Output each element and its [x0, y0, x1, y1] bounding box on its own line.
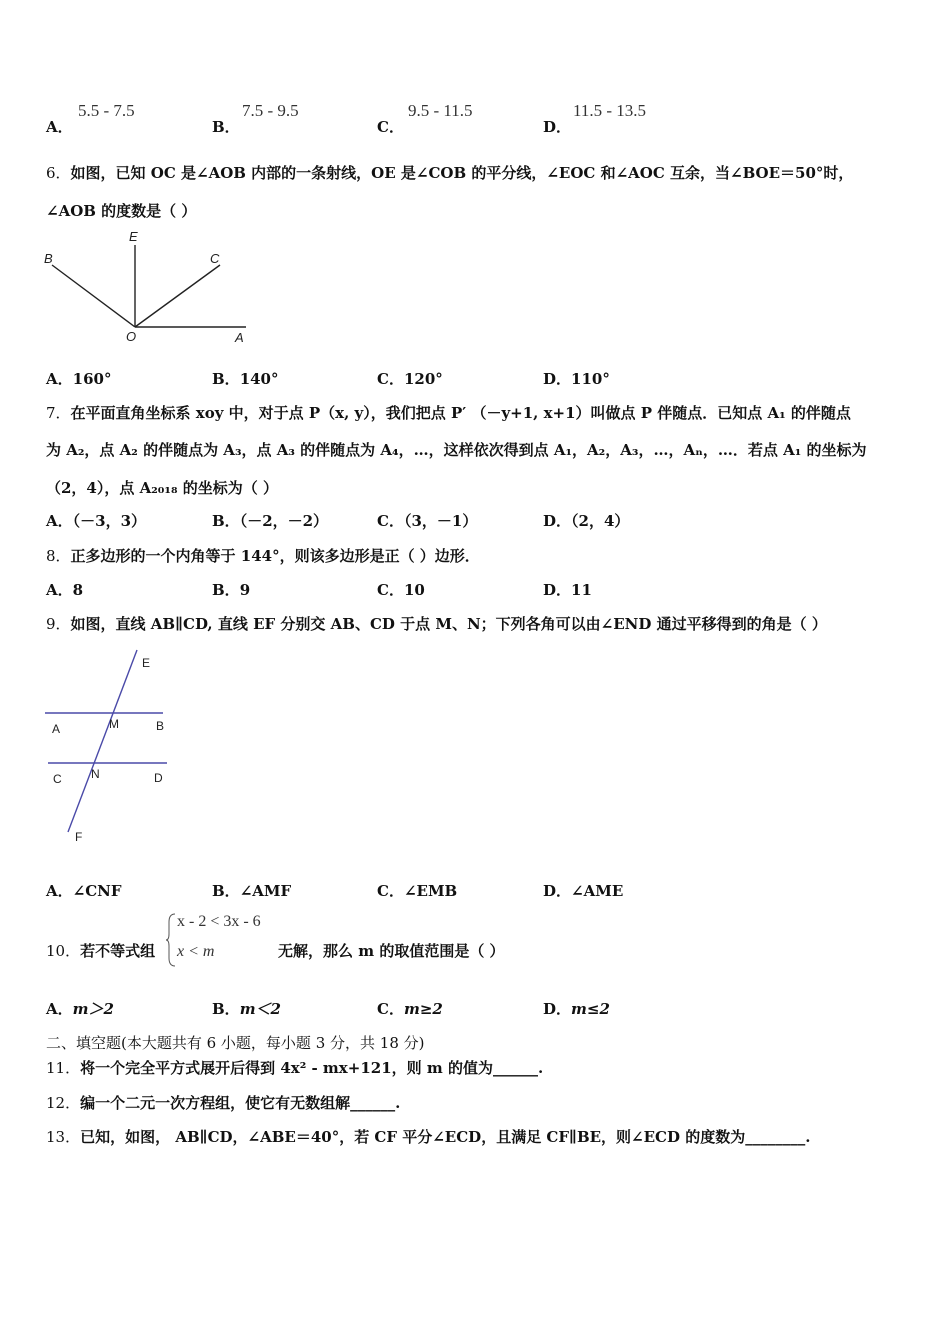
- q6-line1: 6．如图，已知 OC 是∠AOB 内部的一条射线，OE 是∠COB 的平分线，∠EOC 和∠AOC 互余，当∠BOE＝50°时，: [46, 164, 854, 182]
- q6-line2: ∠AOB 的度数是（ ）: [46, 202, 197, 220]
- label-e: E: [129, 229, 138, 244]
- q9-parallel-lines-diagram: [40, 645, 180, 850]
- q7-line1: 7．在平面直角坐标系 xoy 中，对于点 P（x, y），我们把点 P′ （－y+1, x+1）叫做点 P 伴随点．已知点 A₁ 的伴随点: [46, 404, 851, 422]
- q6-option-b: B．140°: [212, 370, 279, 388]
- q6-option-d: D．110°: [543, 370, 610, 388]
- q7-option-d: D．（2，4）: [543, 512, 630, 530]
- q8-option-d: D．11: [543, 581, 592, 599]
- q8-option-a: A．8: [46, 581, 84, 599]
- q5-option-a: A．: [46, 118, 73, 136]
- q10-option-c: C．m≥2: [377, 1000, 443, 1018]
- label-e: E: [142, 656, 151, 670]
- q9-option-b: B．∠AMF: [212, 882, 292, 900]
- q8-question: 8．正多边形的一个内角等于 144°，则该多边形是正（ ）边形．: [46, 547, 480, 565]
- q9-option-c: C．∠EMB: [377, 882, 458, 900]
- label-d: D: [154, 771, 163, 785]
- q7-option-b: B．（－2，－2）: [212, 512, 329, 530]
- q7-option-c: C．（3，－1）: [377, 512, 478, 530]
- q9-option-a: A．∠CNF: [46, 882, 122, 900]
- q10-option-a: A．m＞2: [46, 1000, 114, 1018]
- q5-option-c: C．: [377, 118, 404, 136]
- q13-question: 13．已知，如图， AB∥CD，∠ABE＝40°，若 CF 平分∠ECD，且满足 CF∥BE，则∠ECD 的度数为________.: [46, 1128, 811, 1146]
- q12-question: 12．编一个二元一次方程组，使它有无数组解______.: [46, 1094, 401, 1112]
- q8-option-c: C．10: [377, 581, 425, 599]
- q10-inequality-1: x - 2 < 3x - 6: [177, 913, 261, 930]
- q10-suffix: 无解，那么 m 的取值范围是（ ）: [278, 942, 505, 960]
- label-n: N: [91, 767, 100, 781]
- q10-prefix: 10．若不等式组: [46, 942, 156, 960]
- label-a: A: [235, 330, 244, 345]
- q7-line2: 为 A₂，点 A₂ 的伴随点为 A₃，点 A₃ 的伴随点为 A₄，…，这样依次得到点 A₁，A₂，A₃，…，Aₙ，…．若点 A₁ 的坐标为: [46, 441, 867, 459]
- ray-oc: [135, 265, 220, 327]
- q6-option-a: A．160°: [46, 370, 112, 388]
- label-c: C: [53, 772, 62, 786]
- q11-question: 11．将一个完全平方式展开后得到 4x² - mx+121，则 m 的值为______.: [46, 1059, 544, 1077]
- q9-question: 9．如图，直线 AB∥CD, 直线 EF 分别交 AB、CD 于点 M、N；下列各角可以由∠END 通过平移得到的角是（ ）: [46, 615, 827, 633]
- q8-option-b: B．9: [212, 581, 251, 599]
- label-f: F: [75, 830, 83, 844]
- label-o: O: [126, 329, 137, 344]
- q10-option-d: D．m≤2: [543, 1000, 610, 1018]
- q5-option-a-value: 5.5 - 7.5: [78, 101, 135, 120]
- q5-option-b-value: 7.5 - 9.5: [242, 101, 299, 120]
- q7-line3: （2，4），点 A₂₀₁₈ 的坐标为（ ）: [46, 479, 278, 497]
- label-b: B: [156, 719, 165, 733]
- q5-option-b: B．: [212, 118, 240, 136]
- label-m: M: [109, 717, 119, 731]
- section-heading: 二、填空题(本大题共有 6 小题，每小题 3 分，共 18 分): [46, 1034, 425, 1052]
- line-ef: [68, 650, 137, 832]
- q7-option-a: A．（－3，3）: [46, 512, 147, 530]
- q5-option-d: D．: [543, 118, 572, 136]
- q10-option-b: B．m＜2: [212, 1000, 281, 1018]
- label-a: A: [52, 722, 61, 736]
- q5-option-c-value: 9.5 - 11.5: [408, 101, 473, 120]
- q5-option-d-value: 11.5 - 13.5: [573, 101, 647, 120]
- q6-option-c: C．120°: [377, 370, 443, 388]
- q10-brace: [165, 912, 177, 968]
- q6-angle-diagram: [40, 225, 260, 350]
- ray-ob: [52, 265, 135, 327]
- q10-inequality-2: x < m: [177, 943, 215, 960]
- label-c: C: [210, 251, 220, 266]
- q9-option-d: D．∠AME: [543, 882, 624, 900]
- label-b: B: [44, 251, 53, 266]
